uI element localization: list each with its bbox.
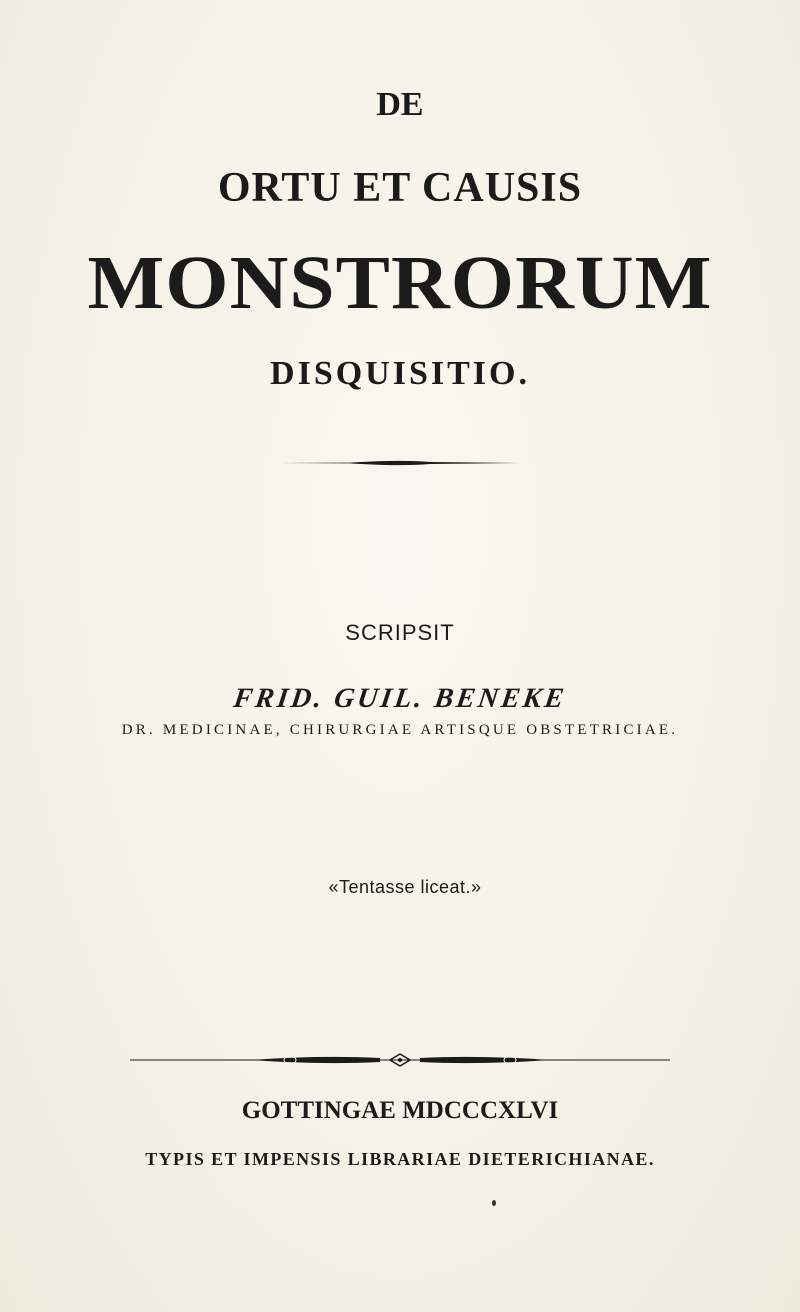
bottom-ornamental-rule	[130, 1052, 670, 1068]
title-line-2: MONSTRORUM	[87, 241, 713, 325]
top-ornamental-rule	[280, 458, 520, 468]
author-name: FRID. GUIL. BENEKE	[231, 683, 569, 714]
imprint-printer: TYPIS ET IMPENSIS LIBRARIAE DIETERICHIANAE.	[145, 1149, 655, 1169]
title-preposition: DE	[376, 86, 424, 123]
ink-speck	[492, 1200, 496, 1206]
title-line-3: DISQUISITIO.	[270, 355, 530, 392]
scripsit-label: SCRIPSIT	[345, 620, 455, 645]
author-degree: DR. MEDICINAE, CHIRURGIAE ARTISQUE OBSTETRICIAE.	[121, 722, 679, 738]
motto: «Tentasse liceat.»	[328, 877, 482, 897]
imprint-city-year: GOTTINGAE MDCCCXLVI	[241, 1097, 559, 1124]
title-line-1: ORTU ET CAUSIS	[217, 165, 583, 211]
